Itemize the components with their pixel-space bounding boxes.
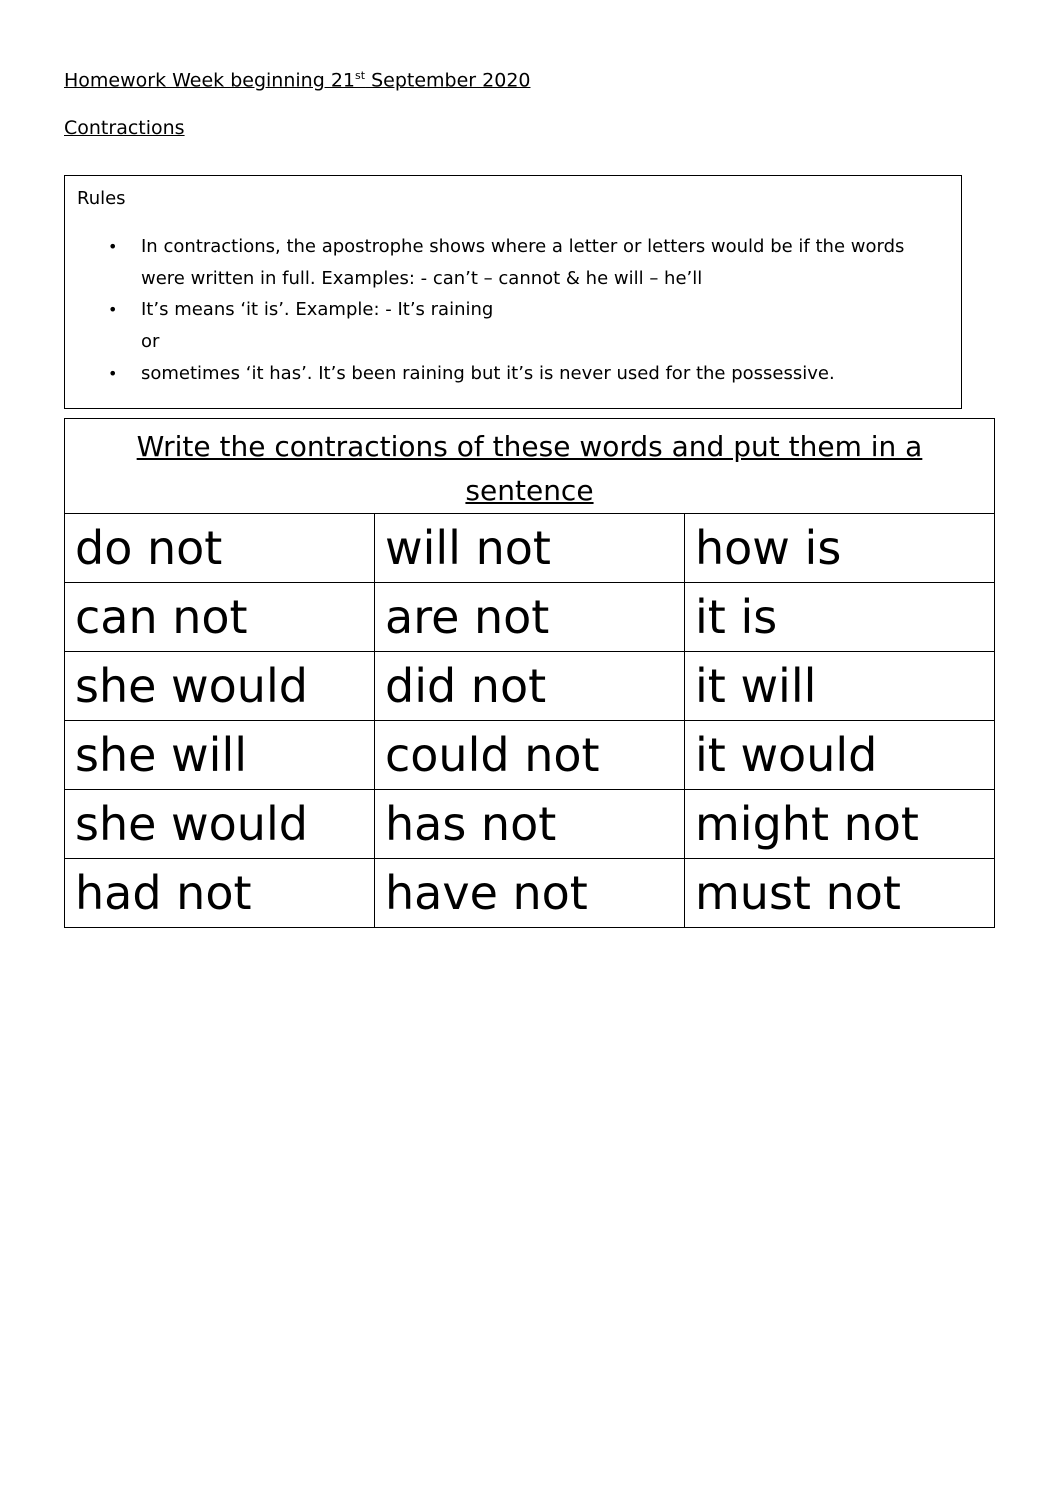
word-text: it will: [695, 659, 817, 713]
rule-item: [108, 231, 951, 295]
rule-item: [108, 294, 951, 326]
word-text: had not: [75, 866, 252, 920]
word-text: did not: [385, 659, 547, 713]
bullet-icon: •: [108, 300, 118, 319]
instruction-row: [65, 419, 995, 514]
word-cell: [375, 859, 685, 928]
word-text: might not: [695, 797, 919, 851]
rule-text: It’s means ‘it is’. Example: - It’s raining: [141, 299, 494, 320]
word-cell: [375, 790, 685, 859]
rule-text: In contractions, the apostrophe shows where a letter or letters would be if the words were written in full. Examples: - can’t – cannot & he will – he’ll: [141, 236, 905, 289]
word-cell: [65, 790, 375, 859]
rule-continuation: [141, 326, 951, 358]
word-text: she would: [75, 797, 308, 851]
rule-text: or: [141, 331, 160, 352]
word-cell: [375, 721, 685, 790]
instruction-text: Write the contractions of these words and put them in a sentence: [136, 430, 923, 507]
word-text: how is: [695, 521, 842, 575]
word-cell: [65, 859, 375, 928]
word-cell: [685, 790, 995, 859]
word-text: it is: [695, 590, 778, 644]
word-cell: [375, 583, 685, 652]
word-text: she will: [75, 728, 248, 782]
word-cell: [685, 721, 995, 790]
table-row: [65, 514, 995, 583]
word-cell: [65, 721, 375, 790]
rules-heading: Rules: [77, 188, 126, 209]
word-text: she would: [75, 659, 308, 713]
word-text: will not: [385, 521, 551, 575]
page-subtitle: Contractions: [64, 117, 185, 139]
word-cell: [65, 514, 375, 583]
table-row: [65, 583, 995, 652]
table-row: [65, 652, 995, 721]
word-cell: [65, 583, 375, 652]
table-row: [65, 721, 995, 790]
word-cell: [685, 583, 995, 652]
table-row: [65, 859, 995, 928]
word-text: it would: [695, 728, 878, 782]
word-text: do not: [75, 521, 223, 575]
rule-item: [108, 358, 951, 390]
page-title: [64, 69, 531, 91]
title-prefix: Homework Week beginning 21: [64, 69, 355, 92]
title-ordinal: st: [355, 69, 366, 82]
word-cell: [685, 859, 995, 928]
bullet-icon: •: [108, 237, 118, 256]
word-cell: [375, 514, 685, 583]
word-text: can not: [75, 590, 248, 644]
instruction-cell: [65, 419, 995, 514]
word-text: has not: [385, 797, 557, 851]
word-text: have not: [385, 866, 588, 920]
title-suffix: September 2020: [365, 69, 531, 92]
word-cell: [685, 514, 995, 583]
word-cell: [685, 652, 995, 721]
rule-text: sometimes ‘it has’. It’s been raining but it’s is never used for the possessive.: [141, 363, 835, 384]
word-text: must not: [695, 866, 901, 920]
words-table: [64, 418, 995, 928]
bullet-icon: •: [108, 364, 118, 383]
word-cell: [375, 652, 685, 721]
word-text: could not: [385, 728, 600, 782]
table-row: [65, 790, 995, 859]
rules-box: [64, 175, 962, 409]
word-text: are not: [385, 590, 550, 644]
word-cell: [65, 652, 375, 721]
